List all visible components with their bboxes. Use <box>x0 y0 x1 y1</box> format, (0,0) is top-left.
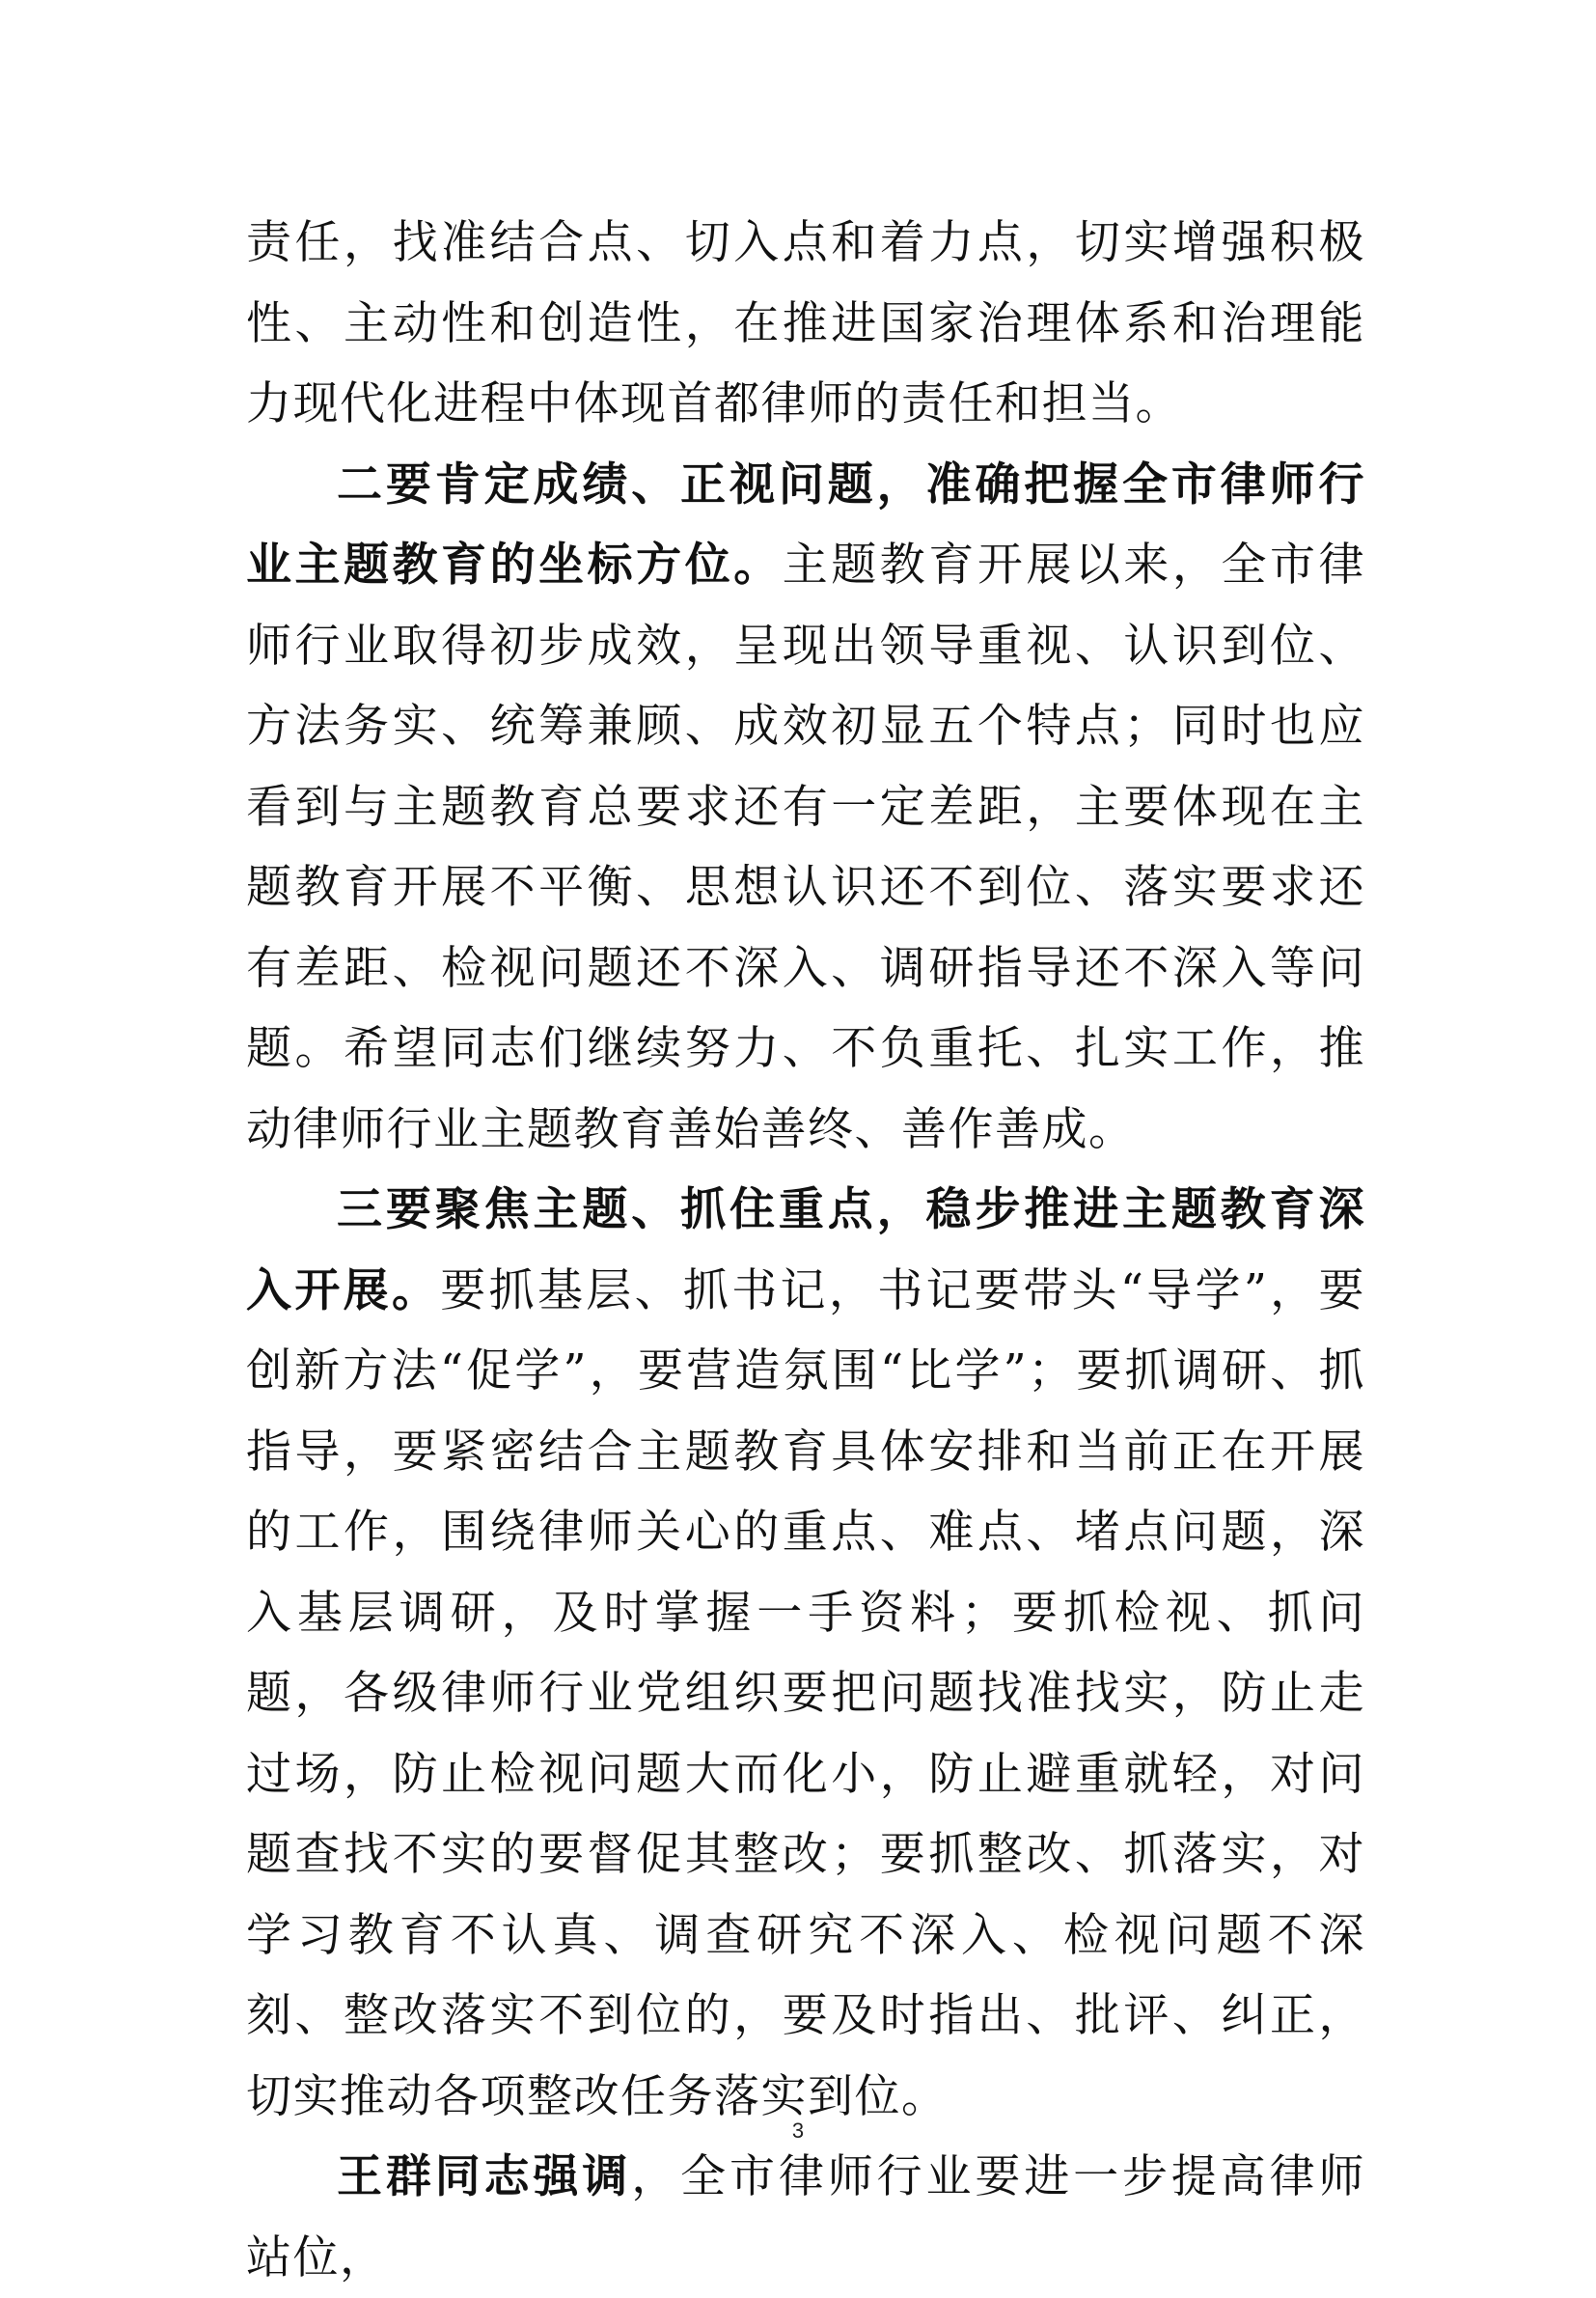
paragraph-point-two <box>246 445 1365 1171</box>
body-text <box>246 203 1365 2298</box>
paragraph-text: ，全市律师行业要进一步提高律师站位， <box>246 2150 1365 2284</box>
paragraph-emphasis <box>246 2137 1365 2298</box>
paragraph-lead: 三要聚焦主题、抓住重点，稳步推进主题教育深入开展。 <box>246 1183 1365 1317</box>
paragraph-point-three <box>246 1170 1365 2137</box>
paragraph-text: 责任，找准结合点、切入点和着力点，切实增强积极性、主动性和创造性，在推进国家治理体系和治理能力现代化进程中体现首都律师的责任和担当。 <box>246 216 1365 430</box>
paragraph-lead: 王群同志强调 <box>337 2150 632 2203</box>
paragraph-text: 要抓基层、抓书记，书记要带头“导学”，要创新方法“促学”，要营造氛围“比学”；要抓调研、抓指导，要紧密结合主题教育具体安排和当前正在开展的工作，围绕律师关心的重点、难点、堵点问题，深入基层调研，及时掌握一手资料；要抓检视、抓问题，各级律师行业党组织要把问题找准找实，防止走过场，防止检视问题大而化小，防止避重就轻，对问题查找不实的要督促其整改；要抓整改、抓落实，对学习教育不认真、调查研究不深入、检视问题不深刻、整改落实不到位的，要及时指出、批评、纠正，切实推动各项整改任务落实到位。 <box>246 1263 1365 2123</box>
page-number: 3 <box>791 2118 805 2143</box>
paragraph-lead: 二要肯定成绩、正视问题，准确把握全市律师行业主题教育的坐标方位。 <box>246 457 1365 592</box>
paragraph-text: 主题教育开展以来，全市律师行业取得初步成效，呈现出领导重视、认识到位、方法务实、统筹兼顾、成效初显五个特点；同时也应看到与主题教育总要求还有一定差距，主要体现在主题教育开展不平衡、思想认识还不到位、落实要求还有差距、检视问题还不深入、调研指导还不深入等问题。希望同志们继续努力、不负重托、扎实工作，推动律师行业主题教育善始善终、善作善成。 <box>246 539 1365 1156</box>
paragraph-continuation <box>246 203 1365 445</box>
